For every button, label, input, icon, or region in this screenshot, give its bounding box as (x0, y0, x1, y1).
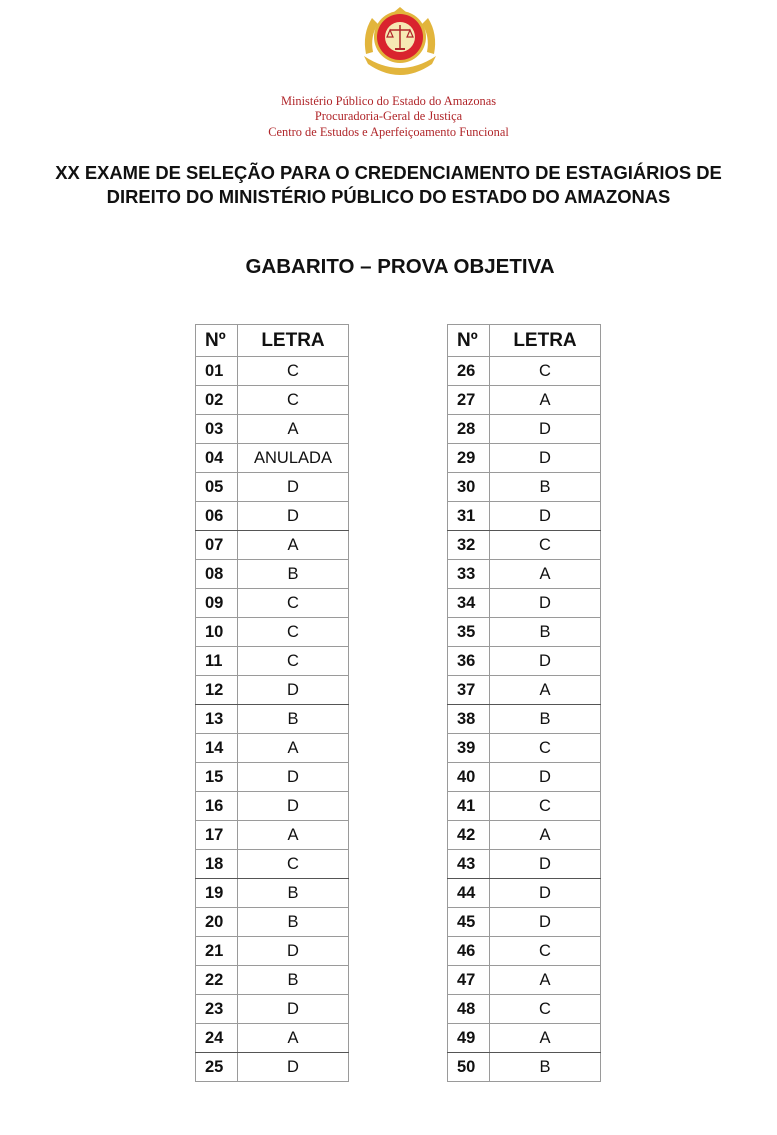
answer-letter: D (238, 1053, 349, 1082)
question-number: 01 (196, 357, 238, 386)
question-number: 45 (448, 908, 490, 937)
question-number: 26 (448, 357, 490, 386)
question-number: 22 (196, 966, 238, 995)
answer-letter: C (238, 357, 349, 386)
answer-letter: B (238, 966, 349, 995)
table-row (196, 792, 349, 821)
table-row (196, 357, 349, 386)
answer-letter: C (238, 386, 349, 415)
table-row (448, 995, 601, 1024)
answer-letter: D (490, 502, 601, 531)
answer-letter: B (238, 560, 349, 589)
answer-letter: D (238, 763, 349, 792)
question-number: 31 (448, 502, 490, 531)
table-row (448, 357, 601, 386)
answer-letter: D (490, 908, 601, 937)
answer-table-right (447, 324, 601, 1082)
table-row (196, 966, 349, 995)
question-number: 46 (448, 937, 490, 966)
answer-table-left (195, 324, 349, 1082)
question-number: 15 (196, 763, 238, 792)
table-row (448, 1024, 601, 1053)
answer-letter: D (238, 676, 349, 705)
question-number: 20 (196, 908, 238, 937)
institution-center: Centro de Estudos e Aperfeiçoamento Funcional (268, 125, 509, 139)
column-header-letter: LETRA (238, 325, 349, 357)
table-row (448, 821, 601, 850)
table-row (448, 444, 601, 473)
question-number: 29 (448, 444, 490, 473)
question-number: 06 (196, 502, 238, 531)
table-row (196, 473, 349, 502)
table-row (448, 1053, 601, 1082)
answer-letter: A (490, 966, 601, 995)
question-number: 35 (448, 618, 490, 647)
mp-am-seal-icon (358, 4, 442, 78)
answer-letter: A (490, 676, 601, 705)
question-number: 10 (196, 618, 238, 647)
question-number: 12 (196, 676, 238, 705)
table-row (196, 647, 349, 676)
table-row (448, 966, 601, 995)
question-number: 38 (448, 705, 490, 734)
answer-letter: D (238, 995, 349, 1024)
question-number: 44 (448, 879, 490, 908)
answer-letter: C (490, 792, 601, 821)
question-number: 17 (196, 821, 238, 850)
table-row (448, 618, 601, 647)
institution-department: Procuradoria-Geral de Justiça (314, 109, 463, 123)
answer-key-title: GABARITO – PROVA OBJETIVA (245, 255, 555, 278)
answer-letter: A (238, 734, 349, 763)
table-row (448, 531, 601, 560)
answer-letter: D (490, 763, 601, 792)
question-number: 37 (448, 676, 490, 705)
table-header-row (448, 325, 601, 357)
answer-letter: A (490, 386, 601, 415)
answer-letter: C (490, 734, 601, 763)
answer-letter: D (490, 879, 601, 908)
question-number: 09 (196, 589, 238, 618)
question-number: 36 (448, 647, 490, 676)
answer-letter: C (238, 850, 349, 879)
question-number: 48 (448, 995, 490, 1024)
answer-letter: B (490, 618, 601, 647)
table-row (448, 560, 601, 589)
answer-letter: C (490, 357, 601, 386)
question-number: 40 (448, 763, 490, 792)
table-row (196, 502, 349, 531)
question-number: 16 (196, 792, 238, 821)
table-row (448, 386, 601, 415)
answer-letter: A (238, 531, 349, 560)
column-header-letter: LETRA (490, 325, 601, 357)
question-number: 18 (196, 850, 238, 879)
table-row (448, 734, 601, 763)
question-number: 05 (196, 473, 238, 502)
question-number: 11 (196, 647, 238, 676)
question-number: 02 (196, 386, 238, 415)
answer-letter: B (490, 473, 601, 502)
answer-letter: C (238, 647, 349, 676)
question-number: 14 (196, 734, 238, 763)
answer-letter: D (238, 502, 349, 531)
question-number: 30 (448, 473, 490, 502)
answer-letter: D (490, 415, 601, 444)
question-number: 07 (196, 531, 238, 560)
question-number: 23 (196, 995, 238, 1024)
table-row (448, 589, 601, 618)
answer-letter: C (490, 937, 601, 966)
answer-letter: ANULADA (238, 444, 349, 473)
question-number: 21 (196, 937, 238, 966)
question-number: 19 (196, 879, 238, 908)
answer-letter: D (238, 937, 349, 966)
question-number: 42 (448, 821, 490, 850)
question-number: 47 (448, 966, 490, 995)
answer-letter: C (490, 995, 601, 1024)
question-number: 08 (196, 560, 238, 589)
question-number: 41 (448, 792, 490, 821)
table-row (448, 647, 601, 676)
table-row (196, 386, 349, 415)
answer-letter: A (490, 560, 601, 589)
table-row (448, 676, 601, 705)
answer-letter: C (490, 531, 601, 560)
answer-letter: D (490, 444, 601, 473)
table-row (196, 734, 349, 763)
answer-letter: D (490, 850, 601, 879)
answer-letter: D (238, 473, 349, 502)
table-row (448, 705, 601, 734)
answer-letter: D (238, 792, 349, 821)
table-row (196, 908, 349, 937)
table-row (196, 879, 349, 908)
table-row (196, 618, 349, 647)
answer-letter: B (238, 879, 349, 908)
question-number: 03 (196, 415, 238, 444)
exam-title-line-1: XX EXAME DE SELEÇÃO PARA O CREDENCIAMENTO DE ESTAGIÁRIOS DE (55, 162, 722, 183)
answer-letter: A (238, 415, 349, 444)
table-row (196, 444, 349, 473)
answer-letter: A (238, 1024, 349, 1053)
table-row (196, 850, 349, 879)
answer-letter: C (238, 589, 349, 618)
table-row (448, 937, 601, 966)
question-number: 34 (448, 589, 490, 618)
table-row (448, 473, 601, 502)
question-number: 04 (196, 444, 238, 473)
column-header-number: Nº (448, 325, 490, 357)
question-number: 43 (448, 850, 490, 879)
table-row (196, 415, 349, 444)
table-row (196, 1024, 349, 1053)
answer-letter: B (490, 1053, 601, 1082)
question-number: 50 (448, 1053, 490, 1082)
table-row (196, 821, 349, 850)
exam-title-line-2: DIREITO DO MINISTÉRIO PÚBLICO DO ESTADO DO AMAZONAS (106, 186, 671, 207)
table-row (448, 763, 601, 792)
question-number: 32 (448, 531, 490, 560)
question-number: 25 (196, 1053, 238, 1082)
question-number: 24 (196, 1024, 238, 1053)
question-number: 27 (448, 386, 490, 415)
table-row (196, 705, 349, 734)
table-row (196, 531, 349, 560)
table-row (196, 1053, 349, 1082)
table-row (448, 415, 601, 444)
question-number: 49 (448, 1024, 490, 1053)
table-row (448, 879, 601, 908)
answer-letter: C (238, 618, 349, 647)
table-row (196, 589, 349, 618)
table-row (448, 792, 601, 821)
table-row (196, 995, 349, 1024)
answer-letter: A (490, 821, 601, 850)
table-row (196, 676, 349, 705)
table-row (448, 850, 601, 879)
answer-letter: D (490, 647, 601, 676)
table-row (448, 502, 601, 531)
question-number: 33 (448, 560, 490, 589)
table-row (196, 937, 349, 966)
institution-name: Ministério Público do Estado do Amazonas (280, 94, 497, 108)
answer-letter: B (238, 705, 349, 734)
question-number: 28 (448, 415, 490, 444)
answer-letter: A (490, 1024, 601, 1053)
question-number: 39 (448, 734, 490, 763)
answer-letter: A (238, 821, 349, 850)
table-header-row (196, 325, 349, 357)
table-row (448, 908, 601, 937)
table-row (196, 560, 349, 589)
answer-letter: B (490, 705, 601, 734)
answer-letter: B (238, 908, 349, 937)
table-row (196, 763, 349, 792)
question-number: 13 (196, 705, 238, 734)
answer-letter: D (490, 589, 601, 618)
column-header-number: Nº (196, 325, 238, 357)
